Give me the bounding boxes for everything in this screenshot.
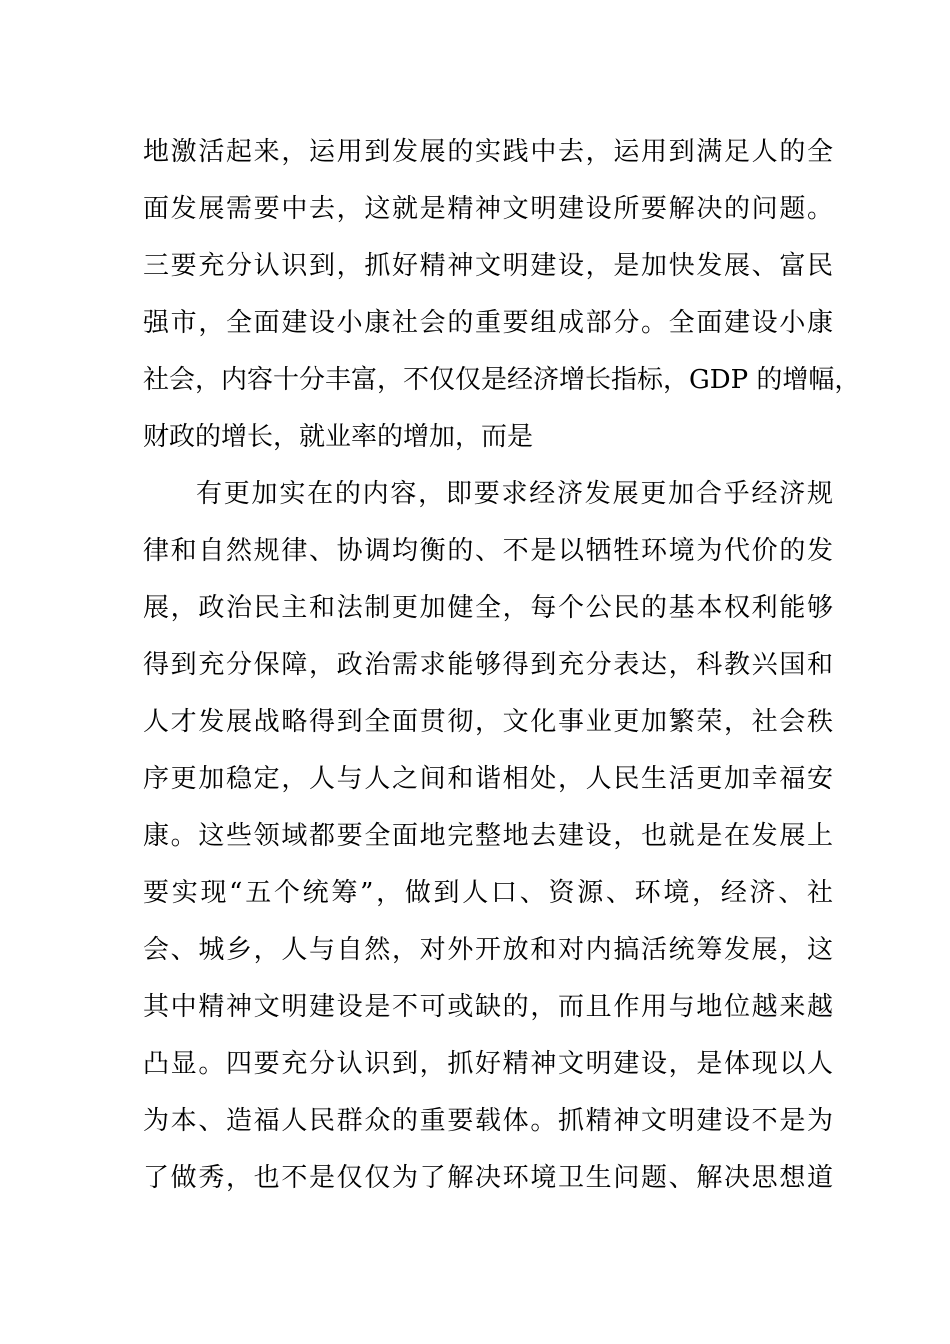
- text-line: 律和自然规律、协调均衡的、不是以牺牲环境为代价的发: [143, 536, 833, 566]
- text-line: 序更加稳定，人与人之间和谐相处，人民生活更加幸福安: [143, 764, 833, 794]
- text-line: 康。这些领域都要全面地完整地去建设，也就是在发展上: [143, 821, 833, 851]
- text-line: 了做秀，也不是仅仅为了解决环境卫生问题、解决思想道: [143, 1163, 833, 1193]
- text-line: 会、城乡，人与自然，对外开放和对内搞活统筹发展，这: [143, 935, 833, 965]
- text-line: 为本、造福人民群众的重要载体。抓精神文明建设不是为: [143, 1106, 833, 1136]
- text-line: 地激活起来，运用到发展的实践中去，运用到满足人的全: [143, 137, 833, 167]
- text-line: 有更加实在的内容，即要求经济发展更加合乎经济规: [196, 479, 833, 509]
- text-line: 凸显。四要充分认识到，抓好精神文明建设，是体现以人: [143, 1049, 833, 1079]
- text-line: 人才发展战略得到全面贯彻，文化事业更加繁荣，社会秩: [143, 707, 833, 737]
- text-line: 财政的增长，就业率的增加，而是: [143, 422, 534, 452]
- text-line: 强市，全面建设小康社会的重要组成部分。全面建设小康: [143, 308, 833, 338]
- text-line: 三要充分认识到，抓好精神文明建设，是加快发展、富民: [143, 251, 833, 281]
- text-line: 要实现“五个统筹”，做到人口、资源、环境，经济、社: [143, 878, 833, 908]
- text-line: 其中精神文明建设是不可或缺的，而且作用与地位越来越: [143, 992, 833, 1022]
- text-line: 面发展需要中去，这就是精神文明建设所要解决的问题。: [143, 194, 833, 224]
- text-line: 得到充分保障，政治需求能够得到充分表达，科教兴国和: [143, 650, 833, 680]
- text-line: 社会，内容十分丰富，不仅仅是经济增长指标，GDP 的增幅，: [143, 365, 861, 395]
- text-line: 展，政治民主和法制更加健全，每个公民的基本权利能够: [143, 593, 833, 623]
